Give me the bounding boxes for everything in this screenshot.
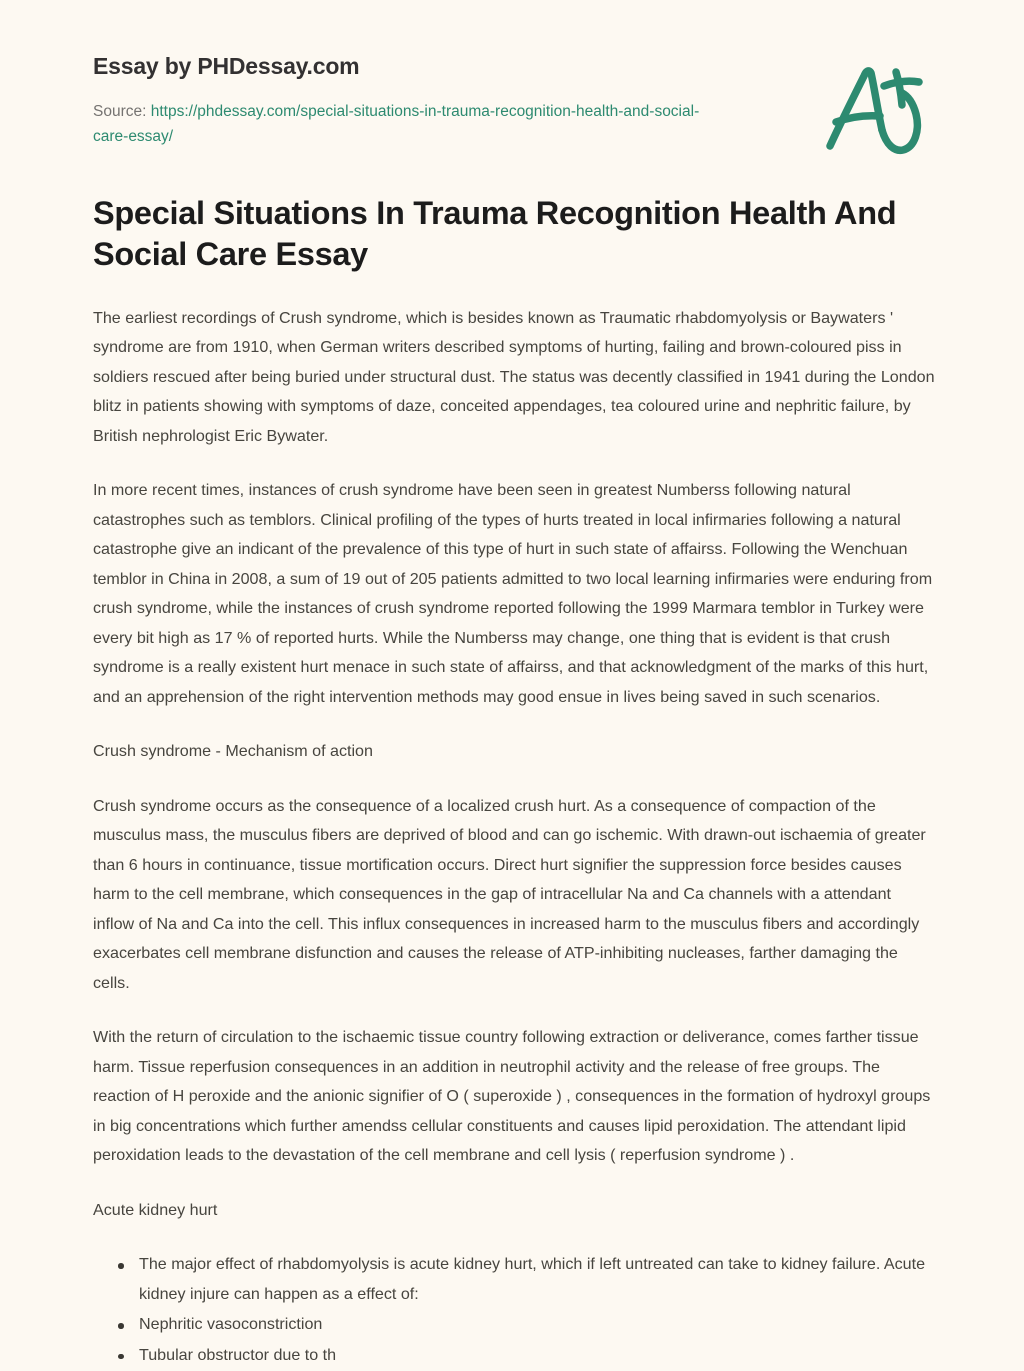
paragraph: With the return of circulation to the ischaemic tissue country following extraction or deliverance, comes farther tissue harm. Tissue reperfusion consequences in an addition in neutrophil activity and the release of free groups. The reaction of H peroxide and the anionic signifier of O ( superoxide ) , consequences in the formation of hydroxyl groups in big concentrations which further amendss cellular constituents and causes lipid peroxidation. The attendant lipid peroxidation leads to the devastation of the cell membrane and cell lysis ( reperfusion syndrome ) . xyxy=(93,1028,931,1165)
essay-body xyxy=(0,304,1024,1371)
a-plus-handwritten-logo-icon xyxy=(816,58,932,162)
brand-title: Essay by PHDessay.com xyxy=(93,53,360,79)
page-title: Special Situations In Trauma Recognition Health And Social Care Essay xyxy=(93,194,897,272)
paragraph: In more recent times, instances of crush syndrome have been seen in greatest Numberss following natural catastrophes such as temblors. Clinical profiling of the types of hurts treated in local infirmaries following a natural catastrophe give an indicant of the prevalence of this type of hurt in such state of affairss. Following the Wenchuan temblor in China in 2008, a sum of 19 out of 205 patients admitted to two local learning infirmaries were enduring from crush syndrome, while the instances of crush syndrome reported following the 1999 Marmara temblor in Turkey were every bit high as 17 % of reported hurts. While the Numberss may change, one thing that is evident is that crush syndrome is a really existent hurt menace in such state of affairss, and that acknowledgment of the marks of this hurt, and an apprehension of the right intervention methods may good ensue in lives being saved in such scenarios. xyxy=(93,481,933,706)
paragraph: Crush syndrome occurs as the consequence of a localized crush hurt. As a consequence of compaction of the musculus mass, the musculus fibers are deprived of blood and can go ischemic. With drawn-out ischaemia of greater than 6 hours in continuance, tissue mortification occurs. Direct hurt signifier the suppression force besides causes harm to the cell membrane, which consequences in the gap of intracellular Na and Ca channels with a attendant inflow of Na and Ca into the cell. This influx consequences in increased harm to the musculus fibers and accordingly exacerbates cell membrane disfunction and causes the release of ATP-inhibiting nucleases, farther damaging the cells. xyxy=(93,796,926,992)
source-line xyxy=(93,99,733,149)
source-url-link[interactable]: https://phdessay.com/special-situations-in-trauma-recognition-health-and-social-care-essay/ xyxy=(93,102,700,145)
list-item: Nephritic vasoconstriction xyxy=(139,1310,936,1340)
bullet-list xyxy=(93,1250,936,1370)
section-heading-acute-kidney-hurt: Acute kidney hurt xyxy=(93,1200,218,1219)
section-heading-mechanism: Crush syndrome - Mechanism of action xyxy=(93,742,373,761)
list-item: The major effect of rhabdomyolysis is acute kidney hurt, which if left untreated can take to kidney failure. Acute kidney injure can happen as a effect of: xyxy=(139,1250,936,1309)
source-label: Source: xyxy=(93,102,147,120)
page-header xyxy=(0,0,1024,149)
list-item: Tubular obstructor due to th xyxy=(139,1341,936,1371)
paragraph: The earliest recordings of Crush syndrome, which is besides known as Traumatic rhabdomyolysis or Baywaters ' syndrome are from 1910, when German writers described symptoms of hurting, failing and brown-coloured piss in soldiers rescued after being buried under structural dust. The status was decently classified in 1941 during the London blitz in patients showing with symptoms of daze, conceited appendages, tea coloured urine and nephritic failure, by British nephrologist Eric Bywater. xyxy=(93,308,935,445)
